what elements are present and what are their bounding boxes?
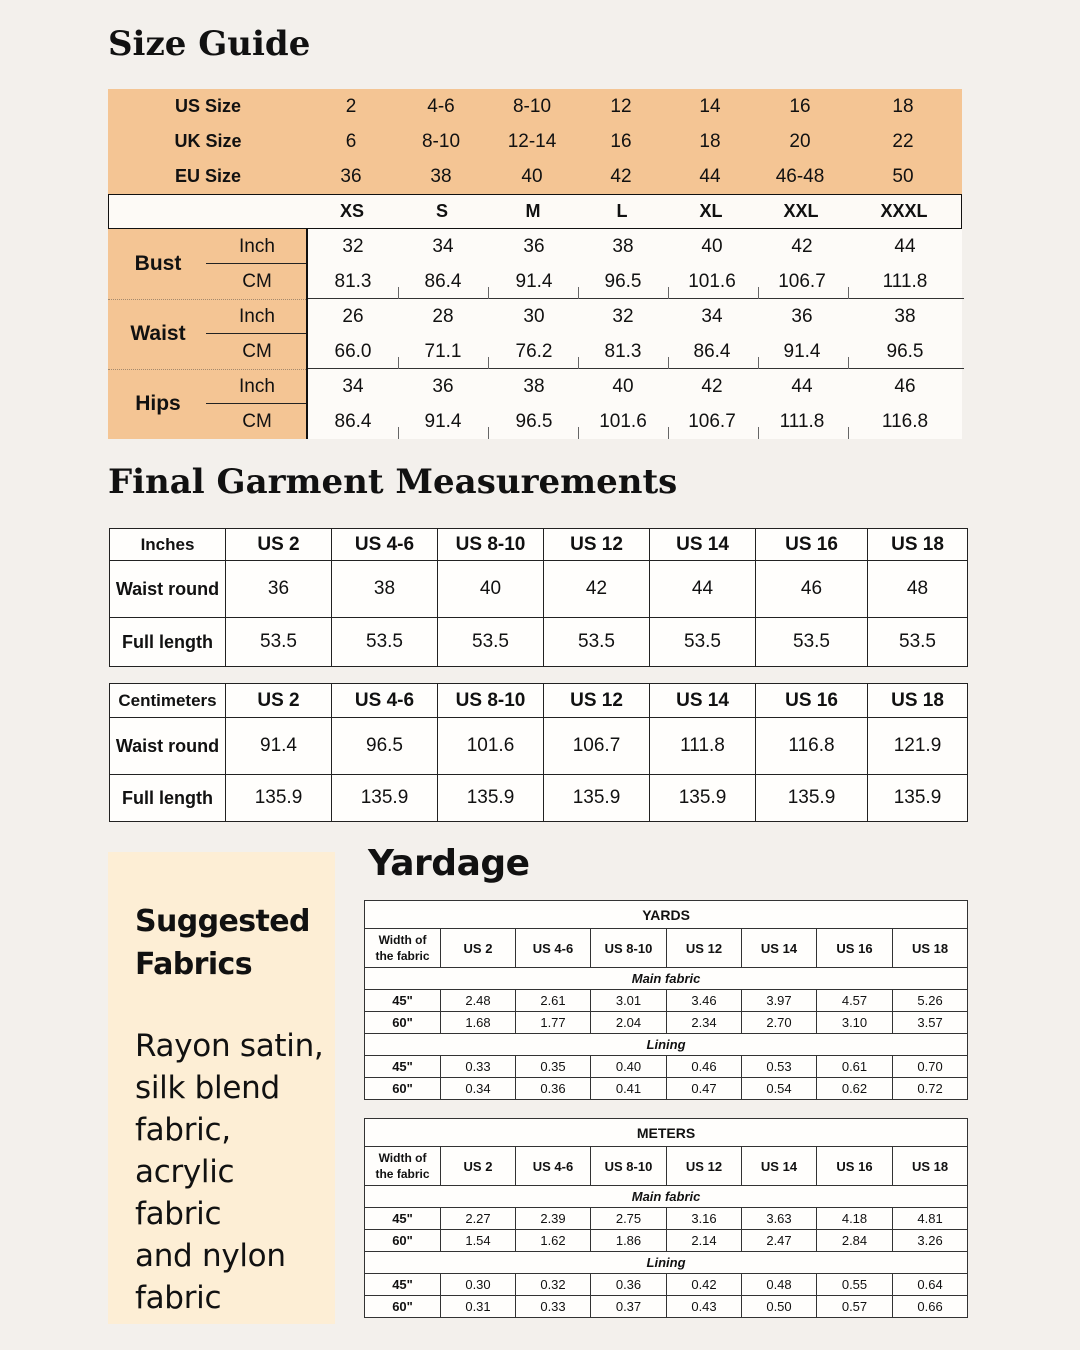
table-cell: 0.57 bbox=[817, 1296, 893, 1318]
size-value: 2 bbox=[345, 95, 357, 117]
header-row bbox=[110, 529, 968, 561]
measurement-value: 38 bbox=[523, 375, 545, 397]
column-divider bbox=[578, 357, 579, 369]
size-header: US 14 bbox=[650, 684, 756, 718]
fabric-width: 60" bbox=[365, 1296, 441, 1318]
table-row bbox=[110, 618, 968, 667]
fabric-line: fabric bbox=[135, 1280, 222, 1316]
table-cell: 3.01 bbox=[591, 990, 667, 1012]
size-value: 36 bbox=[340, 165, 362, 187]
table-cell: 38 bbox=[332, 561, 438, 618]
table-cell: 0.47 bbox=[667, 1078, 742, 1100]
measurement-values bbox=[306, 229, 962, 439]
table-cell: 2.75 bbox=[591, 1208, 667, 1230]
table-row bbox=[365, 1208, 968, 1230]
unit-caption: METERS bbox=[365, 1119, 968, 1147]
table-cell: 1.54 bbox=[441, 1230, 516, 1252]
table-cell: 0.30 bbox=[441, 1274, 516, 1296]
measurement-value: 34 bbox=[342, 375, 364, 397]
measurement-value: 86.4 bbox=[424, 270, 462, 292]
table-cell: 0.36 bbox=[516, 1078, 591, 1100]
section-row bbox=[365, 1186, 968, 1208]
table-cell: 2.61 bbox=[516, 990, 591, 1012]
size-header: US 14 bbox=[650, 529, 756, 561]
column-divider bbox=[758, 427, 759, 439]
measurement-value: 96.5 bbox=[604, 270, 642, 292]
fabric-width: 45" bbox=[365, 1274, 441, 1296]
table-cell: 111.8 bbox=[650, 718, 756, 775]
size-value: 18 bbox=[699, 130, 721, 152]
column-divider bbox=[488, 357, 489, 369]
size-value: 22 bbox=[892, 130, 914, 152]
column-divider bbox=[668, 427, 669, 439]
table-cell: 0.37 bbox=[591, 1296, 667, 1318]
measurement-value: 42 bbox=[791, 235, 813, 257]
table-cell: 0.54 bbox=[742, 1078, 817, 1100]
size-header: US 8-10 bbox=[591, 1147, 667, 1186]
table-cell: 0.53 bbox=[742, 1056, 817, 1078]
garment-measurements-title: Final Garment Measurements bbox=[108, 462, 678, 502]
column-divider bbox=[578, 287, 579, 299]
unit-label: CM bbox=[242, 270, 272, 292]
size-value: 16 bbox=[610, 130, 632, 152]
table-cell: 0.40 bbox=[591, 1056, 667, 1078]
table-cell: 135.9 bbox=[226, 775, 332, 822]
suggested-fabrics-title bbox=[135, 900, 310, 986]
table-cell: 0.66 bbox=[893, 1296, 968, 1318]
header-row bbox=[365, 929, 968, 968]
unit-label: Inch bbox=[239, 375, 275, 397]
table-cell: 1.62 bbox=[516, 1230, 591, 1252]
table-row bbox=[110, 718, 968, 775]
table-row bbox=[365, 1012, 968, 1034]
size-header: US 4-6 bbox=[516, 1147, 591, 1186]
measurement-name: Bust bbox=[134, 252, 182, 275]
row-label: Full length bbox=[110, 618, 226, 667]
fabric-line: silk blend bbox=[135, 1070, 280, 1106]
section-row bbox=[365, 1034, 968, 1056]
measurement-value: 26 bbox=[342, 305, 364, 327]
table-cell: 0.41 bbox=[591, 1078, 667, 1100]
table-cell: 0.70 bbox=[893, 1056, 968, 1078]
measurement-value: 46 bbox=[894, 375, 916, 397]
table-cell: 0.64 bbox=[893, 1274, 968, 1296]
width-label-line: Width of bbox=[378, 1151, 427, 1165]
size-header: US 12 bbox=[667, 929, 742, 968]
size-system-label: EU Size bbox=[174, 166, 242, 186]
letter-size: S bbox=[435, 201, 448, 221]
size-header: US 8-10 bbox=[591, 929, 667, 968]
size-value: 18 bbox=[892, 95, 914, 117]
suggested-fabrics-list bbox=[135, 1025, 330, 1319]
group-divider bbox=[108, 299, 306, 300]
size-header: US 12 bbox=[667, 1147, 742, 1186]
table-cell: 0.62 bbox=[817, 1078, 893, 1100]
table-cell: 5.26 bbox=[893, 990, 968, 1012]
size-header: US 2 bbox=[226, 684, 332, 718]
size-header: US 2 bbox=[441, 929, 516, 968]
section-label: Lining bbox=[365, 1252, 968, 1274]
column-divider bbox=[668, 357, 669, 369]
size-header: US 16 bbox=[817, 929, 893, 968]
measurement-value: 30 bbox=[523, 305, 545, 327]
table-cell: 2.04 bbox=[591, 1012, 667, 1034]
size-value: 8-10 bbox=[421, 130, 461, 152]
column-divider bbox=[668, 287, 669, 299]
letter-size: L bbox=[616, 201, 628, 221]
table-cell: 96.5 bbox=[332, 718, 438, 775]
row-label: Full length bbox=[110, 775, 226, 822]
width-of-fabric-header bbox=[365, 929, 441, 968]
caption-row bbox=[365, 901, 968, 929]
yardage-title: Yardage bbox=[368, 843, 530, 884]
letter-size: XXL bbox=[783, 201, 819, 221]
size-guide-table bbox=[108, 89, 962, 439]
letter-size: XL bbox=[699, 201, 723, 221]
table-cell: 0.35 bbox=[516, 1056, 591, 1078]
table-cell: 106.7 bbox=[544, 718, 650, 775]
measurement-value: 42 bbox=[701, 375, 723, 397]
table-row bbox=[365, 1078, 968, 1100]
size-value: 14 bbox=[699, 95, 721, 117]
measurement-value: 96.5 bbox=[886, 340, 924, 362]
fabric-line: acrylic fabric bbox=[135, 1154, 235, 1232]
suggested-fabrics-title-line: Suggested bbox=[135, 904, 310, 939]
size-header: US 2 bbox=[226, 529, 332, 561]
measurement-value: 32 bbox=[342, 235, 364, 257]
table-cell: 91.4 bbox=[226, 718, 332, 775]
row-label: Waist round bbox=[110, 561, 226, 618]
table-cell: 36 bbox=[226, 561, 332, 618]
letter-size-row bbox=[108, 194, 962, 229]
width-label-line: the fabric bbox=[375, 949, 430, 963]
size-system-label: US Size bbox=[174, 96, 242, 116]
table-cell: 0.61 bbox=[817, 1056, 893, 1078]
column-divider bbox=[758, 287, 759, 299]
table-cell: 1.77 bbox=[516, 1012, 591, 1034]
measurement-value: 111.8 bbox=[882, 270, 928, 292]
measurement-value: 116.8 bbox=[881, 410, 929, 432]
size-value: 46-48 bbox=[775, 165, 825, 187]
eu-size-row bbox=[108, 159, 962, 194]
uk-size-row bbox=[108, 124, 962, 159]
size-system-label: UK Size bbox=[174, 131, 242, 151]
table-cell: 2.34 bbox=[667, 1012, 742, 1034]
measurement-labels bbox=[108, 229, 306, 439]
table-row bbox=[365, 1230, 968, 1252]
table-cell: 135.9 bbox=[868, 775, 968, 822]
size-header: US 2 bbox=[441, 1147, 516, 1186]
letter-size: M bbox=[525, 201, 541, 221]
measurement-value: 86.4 bbox=[693, 340, 731, 362]
table-cell: 53.5 bbox=[650, 618, 756, 667]
suggested-fabrics-title-line: Fabrics bbox=[135, 947, 252, 982]
table-cell: 53.5 bbox=[544, 618, 650, 667]
table-row bbox=[365, 1056, 968, 1078]
size-header: US 4-6 bbox=[332, 684, 438, 718]
unit-label: Inch bbox=[239, 305, 275, 327]
table-row bbox=[365, 990, 968, 1012]
unit-divider bbox=[206, 333, 306, 334]
row-divider bbox=[308, 368, 964, 369]
size-value: 12-14 bbox=[507, 130, 557, 152]
section-row bbox=[365, 1252, 968, 1274]
unit-label: Inch bbox=[239, 235, 275, 257]
measurement-value: 76.2 bbox=[515, 340, 553, 362]
column-divider bbox=[488, 287, 489, 299]
fabric-width: 60" bbox=[365, 1012, 441, 1034]
size-value: 50 bbox=[892, 165, 914, 187]
measurement-value: 40 bbox=[612, 375, 634, 397]
us-size-row bbox=[108, 89, 962, 124]
size-header: US 16 bbox=[817, 1147, 893, 1186]
table-cell: 0.55 bbox=[817, 1274, 893, 1296]
table-cell: 135.9 bbox=[756, 775, 868, 822]
size-value: 12 bbox=[610, 95, 632, 117]
size-value: 40 bbox=[521, 165, 543, 187]
measurement-name: Waist bbox=[130, 322, 186, 345]
column-divider bbox=[848, 357, 849, 369]
measurement-value: 36 bbox=[523, 235, 545, 257]
measurement-value: 106.7 bbox=[688, 410, 736, 432]
section-label: Main fabric bbox=[365, 1186, 968, 1208]
column-divider bbox=[848, 427, 849, 439]
table-cell: 0.31 bbox=[441, 1296, 516, 1318]
size-guide-title: Size Guide bbox=[108, 24, 311, 64]
table-cell: 0.46 bbox=[667, 1056, 742, 1078]
table-cell: 0.36 bbox=[591, 1274, 667, 1296]
table-cell: 0.72 bbox=[893, 1078, 968, 1100]
column-divider bbox=[398, 357, 399, 369]
yardage-yards-table bbox=[364, 900, 968, 1100]
table-cell: 101.6 bbox=[438, 718, 544, 775]
table-row bbox=[110, 775, 968, 822]
row-divider bbox=[308, 298, 964, 299]
fabric-width: 45" bbox=[365, 990, 441, 1012]
unit-caption: YARDS bbox=[365, 901, 968, 929]
column-divider bbox=[488, 427, 489, 439]
measurement-value: 66.0 bbox=[334, 340, 372, 362]
table-cell: 53.5 bbox=[226, 618, 332, 667]
table-cell: 0.42 bbox=[667, 1274, 742, 1296]
fabric-width: 45" bbox=[365, 1208, 441, 1230]
measurement-value: 71.1 bbox=[424, 340, 462, 362]
size-header: US 14 bbox=[742, 929, 817, 968]
section-label: Lining bbox=[365, 1034, 968, 1056]
size-value: 8-10 bbox=[512, 95, 552, 117]
table-cell: 2.48 bbox=[441, 990, 516, 1012]
table-cell: 53.5 bbox=[438, 618, 544, 667]
table-cell: 4.57 bbox=[817, 990, 893, 1012]
measurement-value: 36 bbox=[791, 305, 813, 327]
table-cell: 3.57 bbox=[893, 1012, 968, 1034]
section-row bbox=[365, 968, 968, 990]
fabric-width: 60" bbox=[365, 1078, 441, 1100]
letter-size: XXXL bbox=[880, 201, 928, 221]
unit-label: CM bbox=[242, 340, 272, 362]
size-header: US 16 bbox=[756, 529, 868, 561]
table-cell: 3.46 bbox=[667, 990, 742, 1012]
table-cell: 2.84 bbox=[817, 1230, 893, 1252]
column-divider bbox=[578, 427, 579, 439]
fabric-line: fabric, bbox=[135, 1112, 231, 1148]
measurement-value: 91.4 bbox=[515, 270, 553, 292]
fabric-width: 60" bbox=[365, 1230, 441, 1252]
garment-inches-table bbox=[109, 528, 968, 667]
letter-size: XS bbox=[339, 201, 364, 221]
size-value: 4-6 bbox=[427, 95, 455, 117]
measurement-value: 44 bbox=[791, 375, 813, 397]
measurement-value: 81.3 bbox=[334, 270, 372, 292]
size-header: US 12 bbox=[544, 684, 650, 718]
table-cell: 2.70 bbox=[742, 1012, 817, 1034]
measurement-name: Hips bbox=[135, 392, 181, 415]
table-cell: 53.5 bbox=[868, 618, 968, 667]
section-label: Main fabric bbox=[365, 968, 968, 990]
measurement-value: 28 bbox=[432, 305, 454, 327]
unit-header: Inches bbox=[110, 529, 226, 561]
caption-row bbox=[365, 1119, 968, 1147]
size-header: US 18 bbox=[893, 929, 968, 968]
measurement-value: 96.5 bbox=[515, 410, 553, 432]
unit-divider bbox=[206, 263, 306, 264]
table-cell: 0.43 bbox=[667, 1296, 742, 1318]
header-row bbox=[365, 1147, 968, 1186]
size-header: US 14 bbox=[742, 1147, 817, 1186]
table-cell: 3.26 bbox=[893, 1230, 968, 1252]
measurement-value: 32 bbox=[612, 305, 634, 327]
measurement-value: 81.3 bbox=[604, 340, 642, 362]
column-divider bbox=[758, 357, 759, 369]
size-header: US 4-6 bbox=[516, 929, 591, 968]
table-cell: 40 bbox=[438, 561, 544, 618]
table-cell: 4.81 bbox=[893, 1208, 968, 1230]
table-cell: 1.68 bbox=[441, 1012, 516, 1034]
size-header: US 18 bbox=[868, 684, 968, 718]
table-cell: 121.9 bbox=[868, 718, 968, 775]
table-cell: 4.18 bbox=[817, 1208, 893, 1230]
measurement-value: 34 bbox=[701, 305, 723, 327]
measurement-value: 86.4 bbox=[334, 410, 372, 432]
table-cell: 53.5 bbox=[756, 618, 868, 667]
table-cell: 135.9 bbox=[650, 775, 756, 822]
size-conversion-band bbox=[108, 89, 962, 194]
table-cell: 0.48 bbox=[742, 1274, 817, 1296]
garment-centimeters-table bbox=[109, 683, 968, 822]
table-row bbox=[365, 1274, 968, 1296]
table-cell: 135.9 bbox=[332, 775, 438, 822]
measurement-value: 34 bbox=[432, 235, 454, 257]
table-cell: 0.33 bbox=[441, 1056, 516, 1078]
measurement-value: 38 bbox=[612, 235, 634, 257]
measurement-value: 101.6 bbox=[688, 270, 736, 292]
measurement-value: 101.6 bbox=[599, 410, 647, 432]
size-value: 42 bbox=[610, 165, 632, 187]
width-label-line: Width of bbox=[378, 933, 427, 947]
table-cell: 46 bbox=[756, 561, 868, 618]
size-header: US 16 bbox=[756, 684, 868, 718]
table-cell: 135.9 bbox=[544, 775, 650, 822]
header-row bbox=[110, 684, 968, 718]
table-cell: 44 bbox=[650, 561, 756, 618]
column-divider bbox=[398, 427, 399, 439]
unit-divider bbox=[206, 403, 306, 404]
row-label: Waist round bbox=[110, 718, 226, 775]
size-value: 44 bbox=[699, 165, 721, 187]
measurement-value: 106.7 bbox=[778, 270, 826, 292]
table-cell: 135.9 bbox=[438, 775, 544, 822]
table-cell: 2.39 bbox=[516, 1208, 591, 1230]
table-row bbox=[365, 1296, 968, 1318]
table-cell: 3.10 bbox=[817, 1012, 893, 1034]
table-cell: 42 bbox=[544, 561, 650, 618]
table-cell: 0.50 bbox=[742, 1296, 817, 1318]
column-divider bbox=[398, 287, 399, 299]
width-of-fabric-header bbox=[365, 1147, 441, 1186]
size-header: US 8-10 bbox=[438, 529, 544, 561]
yardage-meters-table bbox=[364, 1118, 968, 1318]
measurement-value: 40 bbox=[701, 235, 723, 257]
size-value: 16 bbox=[789, 95, 811, 117]
table-cell: 1.86 bbox=[591, 1230, 667, 1252]
suggested-fabrics-panel bbox=[108, 852, 335, 1324]
table-cell: 2.27 bbox=[441, 1208, 516, 1230]
fabric-line: and nylon bbox=[135, 1238, 286, 1274]
size-header: US 12 bbox=[544, 529, 650, 561]
size-header: US 8-10 bbox=[438, 684, 544, 718]
fabric-width: 45" bbox=[365, 1056, 441, 1078]
group-divider bbox=[108, 369, 306, 370]
table-cell: 2.47 bbox=[742, 1230, 817, 1252]
size-header: US 18 bbox=[868, 529, 968, 561]
fabric-line: Rayon satin, bbox=[135, 1028, 324, 1064]
table-cell: 2.14 bbox=[667, 1230, 742, 1252]
measurement-value: 91.4 bbox=[783, 340, 821, 362]
table-cell: 3.16 bbox=[667, 1208, 742, 1230]
table-cell: 0.32 bbox=[516, 1274, 591, 1296]
unit-header: Centimeters bbox=[110, 684, 226, 718]
table-cell: 116.8 bbox=[756, 718, 868, 775]
measurement-value: 38 bbox=[894, 305, 916, 327]
size-value: 38 bbox=[430, 165, 452, 187]
size-header: US 18 bbox=[893, 1147, 968, 1186]
table-cell: 48 bbox=[868, 561, 968, 618]
measurement-value: 111.8 bbox=[779, 410, 825, 432]
measurement-value: 91.4 bbox=[424, 410, 462, 432]
table-cell: 3.63 bbox=[742, 1208, 817, 1230]
width-label-line: the fabric bbox=[375, 1167, 430, 1181]
body-measurements bbox=[108, 229, 962, 439]
column-divider bbox=[848, 287, 849, 299]
measurement-value: 36 bbox=[432, 375, 454, 397]
measurement-value: 44 bbox=[894, 235, 916, 257]
table-cell: 0.33 bbox=[516, 1296, 591, 1318]
unit-label: CM bbox=[242, 410, 272, 432]
size-value: 20 bbox=[789, 130, 811, 152]
table-cell: 3.97 bbox=[742, 990, 817, 1012]
size-header: US 4-6 bbox=[332, 529, 438, 561]
table-row bbox=[110, 561, 968, 618]
size-value: 6 bbox=[345, 130, 357, 152]
table-cell: 0.34 bbox=[441, 1078, 516, 1100]
table-cell: 53.5 bbox=[332, 618, 438, 667]
